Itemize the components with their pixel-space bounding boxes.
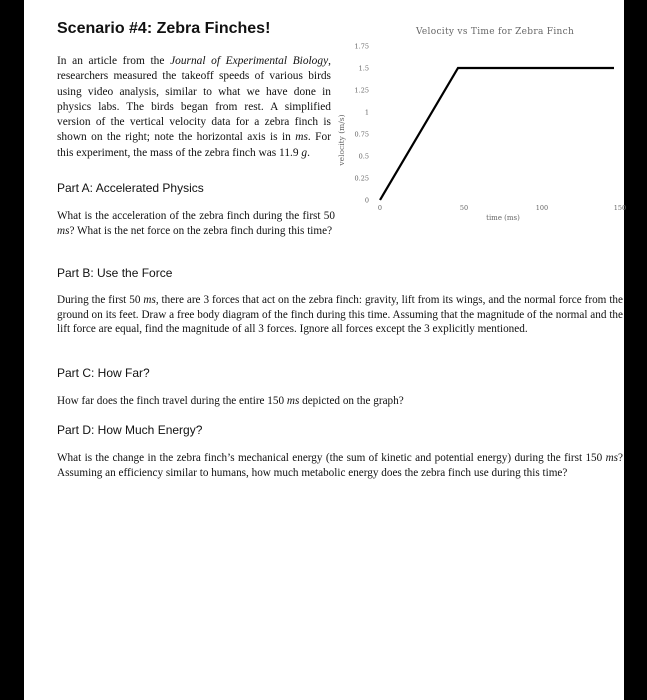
x-tick-label: 100 xyxy=(535,204,549,212)
part-a-unit: ms xyxy=(57,224,70,237)
chart-x-axis-label: time (ms) xyxy=(486,214,520,222)
y-tick-label: 1 xyxy=(364,108,369,117)
part-b-question xyxy=(57,293,623,337)
part-c-text-1: How far does the finch travel during the entire 150 xyxy=(57,395,287,407)
y-tick-label: 0.5 xyxy=(358,152,369,161)
part-c-heading: Part C: How Far? xyxy=(57,366,150,380)
x-tick-label: 50 xyxy=(459,204,469,212)
y-tick-label: 0.75 xyxy=(354,130,369,139)
part-b-text-2: , there are 3 forces that act on the zebra finch: gravity, lift from its wings, and the normal force from the ground on its feet. Draw a free body diagram of the finch during this time. Assuming that the magnitude of the normal and the lift force are equal, find the magnitude of all 3 forces. Ignore all forces except the 3 explicitly mentioned. xyxy=(57,294,623,336)
intro-text-1: In an article from the xyxy=(57,55,171,67)
y-tick-label: 1.25 xyxy=(354,86,369,95)
part-a-text-1: What is the acceleration of the zebra finch during the first 50 xyxy=(57,210,335,222)
x-tick-label: 0 xyxy=(377,204,383,212)
part-d-unit: ms xyxy=(605,452,619,464)
velocity-time-chart xyxy=(316,18,627,228)
x-tick-labels xyxy=(378,204,626,212)
chart-title: Velocity vs Time for Zebra Finch xyxy=(415,27,575,37)
page-title: Scenario #4: Zebra Finches! xyxy=(57,20,271,37)
chart-y-axis-label: velocity (m/s) xyxy=(337,114,346,166)
x-tick-label: 150 xyxy=(613,204,627,212)
part-a-heading: Part A: Accelerated Physics xyxy=(57,181,204,195)
part-b-unit: ms xyxy=(143,294,156,306)
y-tick-label: 0 xyxy=(364,196,369,205)
part-d-question xyxy=(57,451,623,480)
intro-text-3: . For this experiment, the mass of the zebra finch was 11.9 xyxy=(57,131,331,159)
y-tick-label: 1.75 xyxy=(354,42,369,51)
document-page xyxy=(24,0,627,700)
part-d-text-1: What is the change in the zebra finch’s mechanical energy (the sum of kinetic and potential energy) during the first 150 xyxy=(57,452,606,464)
intro-text-2: , researchers measured the takeoff speeds of various birds using video analysis, similar to what we have done in physics labs. The birds began from rest. A simplified version of the vertical velocity data for a zebra finch is shown on the right; note the horizontal axis is in xyxy=(57,55,331,144)
mass-unit: g xyxy=(301,146,308,159)
part-c-text-2: depicted on the graph? xyxy=(299,395,404,407)
intro-paragraph xyxy=(57,54,331,161)
part-b-heading: Part B: Use the Force xyxy=(57,266,173,280)
intro-unit: ms xyxy=(295,131,308,144)
intro-text-4: . xyxy=(307,146,310,159)
part-a-text-2: ? What is the net force on the zebra finch during this time? xyxy=(69,224,333,237)
data-series xyxy=(380,68,614,200)
velocity-series-line xyxy=(380,68,614,200)
part-c-unit: ms xyxy=(286,395,300,407)
part-a-question xyxy=(57,209,335,238)
part-d-text-2: ? Assuming an efficiency similar to humans, how much metabolic energy does the zebra finch use during this time? xyxy=(57,452,623,479)
part-b-text-1: During the first 50 xyxy=(57,294,144,306)
part-d-heading: Part D: How Much Energy? xyxy=(57,423,203,437)
y-tick-label: 1.5 xyxy=(358,64,369,73)
y-tick-label: 0.25 xyxy=(354,174,369,183)
part-c-question xyxy=(57,394,623,409)
y-tick-labels xyxy=(355,43,369,205)
journal-name: Journal of Experimental Biology xyxy=(170,55,329,67)
